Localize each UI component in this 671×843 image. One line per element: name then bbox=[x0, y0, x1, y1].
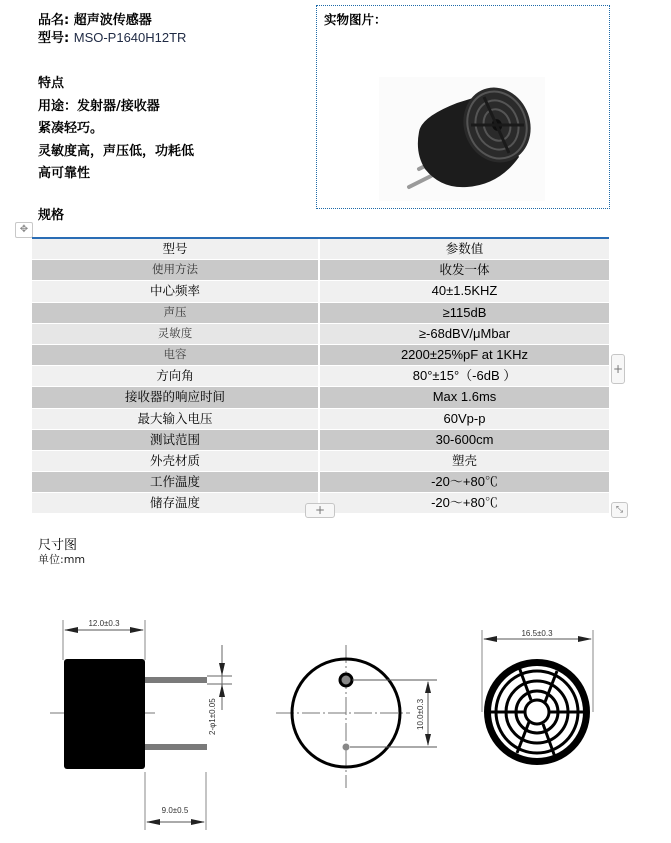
param-cell[interactable]: 声压 bbox=[32, 303, 320, 323]
value-cell[interactable]: 80°±15°（-6dB ） bbox=[320, 366, 609, 386]
table-row bbox=[32, 471, 609, 492]
value-cell[interactable]: 塑壳 bbox=[320, 451, 609, 471]
dimension-unit: 单位:mm bbox=[38, 553, 86, 566]
table-row bbox=[32, 280, 609, 301]
side-view-drawing bbox=[50, 619, 232, 830]
param-cell[interactable]: 工作温度 bbox=[32, 472, 320, 492]
photo-textbox[interactable] bbox=[316, 5, 610, 209]
features-title: 特点 bbox=[38, 76, 65, 91]
value-cell[interactable]: ≥-68dBV/μMbar bbox=[320, 324, 609, 344]
product-info bbox=[38, 12, 186, 46]
pin-diameter-label: 2-φ1±0.05 bbox=[208, 698, 217, 735]
value-cell[interactable]: 30-600cm bbox=[320, 430, 609, 450]
param-cell[interactable]: 灵敏度 bbox=[32, 324, 320, 344]
param-cell[interactable]: 方向角 bbox=[32, 366, 320, 386]
bottom-view-drawing bbox=[276, 645, 437, 788]
param-cell[interactable]: 电容 bbox=[32, 345, 320, 365]
header-cell-value[interactable]: 参数值 bbox=[320, 239, 609, 259]
value-cell[interactable]: 2200±25%pF at 1KHz bbox=[320, 345, 609, 365]
param-cell[interactable]: 最大输入电压 bbox=[32, 409, 320, 429]
spec-table bbox=[32, 237, 609, 513]
param-cell[interactable]: 中心频率 bbox=[32, 281, 320, 301]
photo-label: 实物图片： bbox=[324, 12, 387, 27]
value-cell[interactable]: -20～+80℃ bbox=[320, 472, 609, 492]
table-resize-handle[interactable]: ⤡ bbox=[611, 502, 628, 518]
value-cell[interactable]: 收发一体 bbox=[320, 260, 609, 280]
side-width-label: 12.0±0.3 bbox=[88, 619, 120, 628]
feature-item: 高可靠性 bbox=[38, 166, 91, 181]
table-row bbox=[32, 344, 609, 365]
value-cell[interactable]: 40±1.5KHZ bbox=[320, 281, 609, 301]
add-row-button[interactable]: + bbox=[305, 503, 335, 518]
header-cell-model[interactable]: 型号 bbox=[32, 239, 320, 259]
front-view-drawing bbox=[482, 629, 593, 765]
param-cell[interactable]: 测试范围 bbox=[32, 430, 320, 450]
product-name-line bbox=[38, 12, 186, 29]
pin-spacing-label: 10.0±0.3 bbox=[416, 698, 425, 730]
product-name-value: 超声波传感器 bbox=[73, 13, 152, 28]
param-cell[interactable]: 储存温度 bbox=[32, 493, 320, 513]
features-section bbox=[38, 73, 194, 186]
diameter-label: 16.5±0.3 bbox=[521, 629, 553, 638]
table-row bbox=[32, 365, 609, 386]
param-cell[interactable]: 接收器的响应时间 bbox=[32, 387, 320, 407]
table-header-row bbox=[32, 239, 609, 259]
value-cell[interactable]: -20～+80℃ bbox=[320, 493, 609, 513]
dimension-title: 尺寸图 bbox=[38, 538, 78, 553]
product-model-label: 型号: bbox=[38, 31, 70, 46]
spec-title: 规格 bbox=[38, 208, 65, 223]
table-row bbox=[32, 386, 609, 407]
feature-item: 用途：发射器/接收器 bbox=[38, 98, 160, 114]
dimension-drawing bbox=[0, 600, 671, 839]
feature-item: 灵敏度高，声压低，功耗低 bbox=[38, 143, 195, 159]
add-column-button[interactable]: + bbox=[611, 354, 625, 384]
value-cell[interactable]: Max 1.6ms bbox=[320, 387, 609, 407]
table-row bbox=[32, 450, 609, 471]
value-cell[interactable]: ≥115dB bbox=[320, 303, 609, 323]
table-row bbox=[32, 408, 609, 429]
product-model-value: MSO-P1640H12TR bbox=[73, 30, 187, 45]
table-row bbox=[32, 302, 609, 323]
product-name-label: 品名: bbox=[38, 13, 70, 28]
pin-length-label: 9.0±0.5 bbox=[161, 806, 189, 815]
param-cell[interactable]: 外壳材质 bbox=[32, 451, 320, 471]
table-row bbox=[32, 429, 609, 450]
sensor-photo bbox=[379, 77, 545, 201]
feature-item: 紧凑轻巧。 bbox=[38, 121, 104, 136]
table-move-handle[interactable]: ✥ bbox=[15, 222, 33, 238]
param-cell[interactable]: 使用方法 bbox=[32, 260, 320, 280]
table-row bbox=[32, 323, 609, 344]
product-model-line bbox=[38, 29, 186, 46]
value-cell[interactable]: 60Vp-p bbox=[320, 409, 609, 429]
table-row bbox=[32, 259, 609, 280]
